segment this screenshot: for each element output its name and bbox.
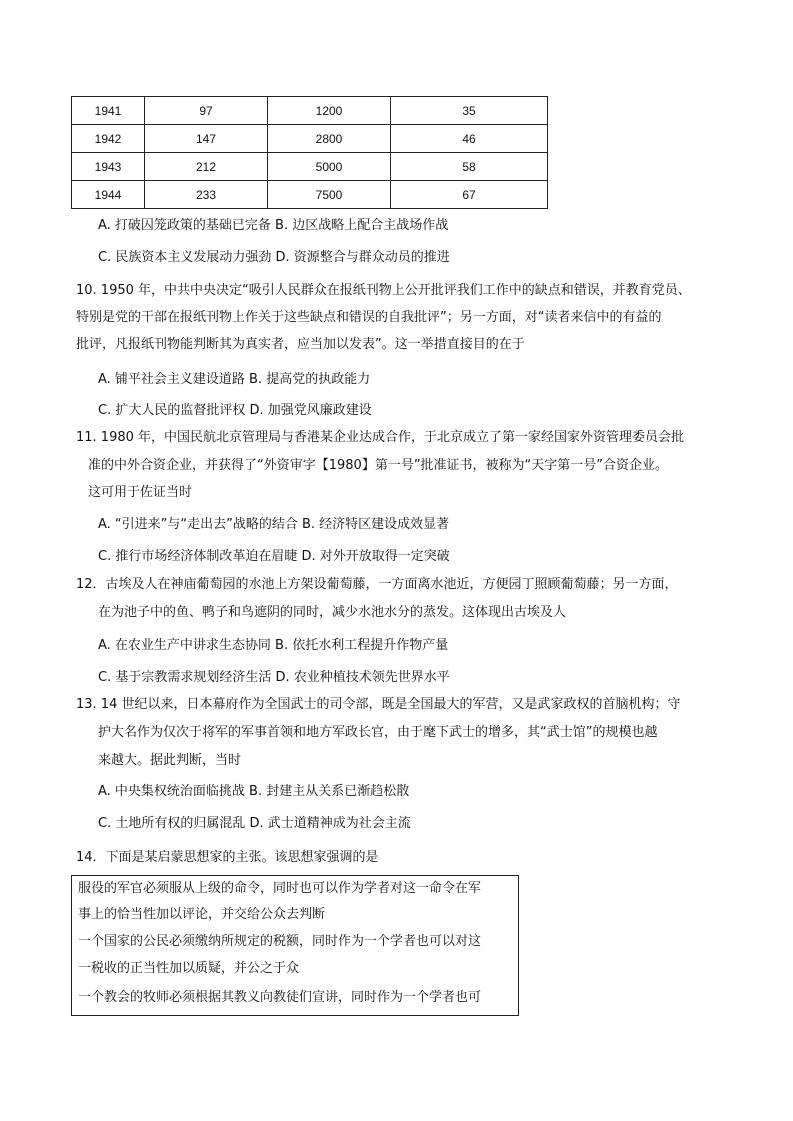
table-row (72, 181, 548, 209)
q10-option-cd[interactable]: C. 扩大人民的监督批评权 D. 加强党风廉政建设 (98, 403, 372, 418)
table-row (72, 125, 548, 153)
q9-option-cd[interactable]: C. 民族资本主义发展动力强劲 D. 资源整合与群众动员的推进 (98, 250, 450, 265)
q11-option-ab[interactable]: A. “引进来”与“走出去”战略的结合 B. 经济特区建设成效显著 (98, 517, 450, 532)
q10-option-ab[interactable]: A. 铺平社会主义建设道路 B. 提高党的执政能力 (98, 372, 371, 387)
quote-line: 服役的军官必须服从上级的命令，同时也可以作为学者对这一命令在军 (78, 881, 482, 896)
q13-stem-line2: 护大名作为仅次于将军的军事首领和地方军政长官，由于麾下武士的增多，其“武士馆”的规模也越 (98, 725, 658, 740)
table-cell: 1941 (72, 97, 145, 125)
table-cell: 1944 (72, 181, 145, 209)
q12-stem-line1: 12．古埃及人在神庙葡萄园的水池上方架设葡萄藤，一方面离水池近，方便园丁照顾葡萄藤；另一方面， (76, 577, 678, 592)
quote-line: 事上的恰当性加以评论，并交给公众去判断 (78, 907, 326, 922)
table-cell: 1942 (72, 125, 145, 153)
quote-line: 一税收的正当性加以质疑，并公之于众 (78, 961, 300, 976)
q10-stem-line3: 批评，凡报纸刊物能判断其为真实者，应当加以发表”。这一举措直接目的在于 (76, 337, 525, 352)
q12-stem-line2: 在为池子中的鱼、鸭子和鸟遮阴的同时，减少水池水分的蒸发。这体现出古埃及人 (98, 605, 567, 620)
data-table (71, 96, 548, 209)
q13-option-cd[interactable]: C. 土地所有权的归属混乱 D. 武士道精神成为社会主流 (98, 816, 411, 831)
q11-stem-line2: 准的中外合资企业，并获得了“外资审字【1980】第一号”批准证书，被称为“天字第一号”合资企业。 (88, 458, 669, 473)
table-cell: 58 (391, 153, 548, 181)
q14-quote-box (71, 875, 519, 1016)
q11-stem-line3: 这可用于佐证当时 (88, 485, 193, 500)
table-cell: 7500 (268, 181, 391, 209)
q9-option-ab[interactable]: A. 打破囚笼政策的基础已完备 B. 边区战略上配合主战场作战 (98, 218, 449, 233)
table-cell: 97 (145, 97, 268, 125)
q11-option-cd[interactable]: C. 推行市场经济体制改革迫在眉睫 D. 对外开放取得一定突破 (98, 549, 450, 564)
q10-stem-line1: 10. 1950 年，中共中央决定“吸引人民群众在报纸刊物上公开批评我们工作中的缺点和错误，并教育党员、 (76, 283, 691, 298)
table-cell: 46 (391, 125, 548, 153)
quote-line: 一个国家的公民必须缴纳所规定的税额，同时作为一个学者也可以对这 (78, 934, 482, 949)
table-cell: 147 (145, 125, 268, 153)
table-row (72, 153, 548, 181)
q14-stem-line1: 14．下面是某启蒙思想家的主张。该思想家强调的是 (76, 850, 379, 865)
table-cell: 1200 (268, 97, 391, 125)
q13-stem-line3: 来越大。据此判断，当时 (98, 753, 242, 768)
q12-option-cd[interactable]: C. 基于宗教需求规划经济生活 D. 农业种植技术领先世界水平 (98, 670, 450, 685)
table-cell: 67 (391, 181, 548, 209)
table-cell: 2800 (268, 125, 391, 153)
quote-line: 一个教会的牧师必须根据其教义向教徒们宣讲，同时作为一个学者也可 (78, 990, 482, 1005)
q13-stem-line1: 13. 14 世纪以来，日本幕府作为全国武士的司令部，既是全国最大的军营，又是武家政权的首脑机构；守 (76, 697, 681, 712)
q13-option-ab[interactable]: A. 中央集权统治面临挑战 B. 封建主从关系已渐趋松散 (98, 784, 410, 799)
table-cell: 35 (391, 97, 548, 125)
table-cell: 233 (145, 181, 268, 209)
table-row (72, 97, 548, 125)
q10-stem-line2: 特别是党的干部在报纸刊物上作关于这些缺点和错误的自我批评”；另一方面，对“读者来信中的有益的 (76, 310, 662, 325)
table-cell: 1943 (72, 153, 145, 181)
table-cell: 5000 (268, 153, 391, 181)
table-cell: 212 (145, 153, 268, 181)
q12-option-ab[interactable]: A. 在农业生产中讲求生态协同 B. 依托水利工程提升作物产量 (98, 638, 449, 653)
q11-stem-line1: 11. 1980 年，中国民航北京管理局与香港某企业达成合作，于北京成立了第一家经国家外资管理委员会批 (76, 430, 685, 445)
